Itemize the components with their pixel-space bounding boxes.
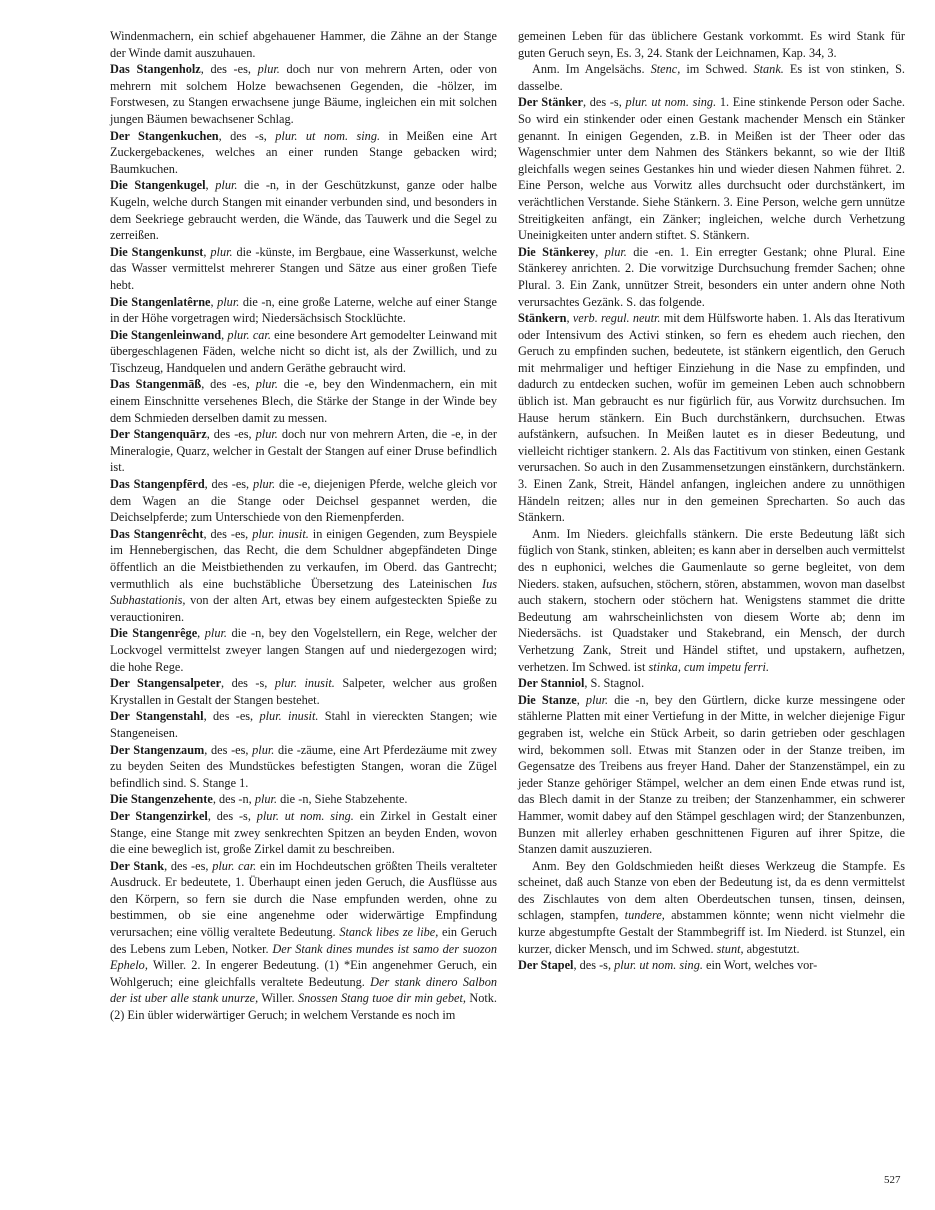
italic-text: Der Stank dines mundes ist samo der suozon Ephelo, [110,941,497,973]
headword: Die Stangenrêge [110,626,198,641]
headword: Der Stangensalpeter [110,676,222,691]
dictionary-entry [110,791,497,808]
italic-text: plur. inusit. [274,676,335,691]
italic-text: tundere, [624,908,665,923]
dictionary-entry [110,625,497,675]
body-text: , des -es, [200,62,258,77]
body-text: Anm. Im Nieders. gleichfalls stänkern. Die erste Bedeutung läßt sich füglich von Stank, stinken, ableiten; es kann aber in derselben auch vermittelst des n euphonici, welches die Gaumenlaute so gerne begleitet, von dem Nieders. staken, aufsuchen, stöchern, stören, abstammen, wovon man daselbst auch stakern, stochern oder stöchern hat. Wenigstens stammet die dritte Bedeutung am wahrscheinlichsten von diesem Worte ab; denn im Niedersächs. ist Quadstaker und Stakebrand, ein Mensch, der durch Verhetzung Zank, Streit und Händel stiftet, und upstakern, aufhetzen, verhetzen. Im Schwed. ist [518,526,905,674]
dictionary-entry [518,692,905,858]
headword: Die Stangenkugel [110,178,206,193]
dictionary-entry [110,294,497,327]
italic-text: plur. [604,244,627,259]
body-text: , des -s, [221,676,275,691]
dictionary-entry [518,310,905,526]
dictionary-entry [110,858,497,1024]
italic-text: plur. [257,62,280,77]
body-text: ein im Hochdeutschen größten Theils veralteter Ausdruck. Er bedeutete, 1. Überhaupt einen jeden Geruch, die Ausflüsse aus den Körpern, so fern sie durch die Nase empfunden werden, ohne zu bestimmen, ob sie eine angenehme oder widerwärtige Empfindung verursachen; eine völlig veraltete Bedeutung. [110,858,497,940]
left-column [110,28,497,1024]
body-text: mit dem Hülfsworte haben. 1. Als das Iterativum oder Intensivum des Activi stinken, so fern es ehedem auch riechen, den Geruch zu empfinden suchen, bedeutete, ist stänkern eigentlich, den Geruch mit mehrmaliger und heftiger Einziehung in die Nase zu empfinden, und dadurch zu entdecken suchen, wofür im gemeinen Leben auch schnobbern üblich ist. Man gebraucht es nur figürlich für, aus Vorwitz durchsuchen. Im Hause herum stänkern. Ein Buch durchstänkern, durchsuchen. Etwas aufstänkern, aufsuchen. In Meißen lautet es in dieser Bedeutung, und vielleicht richtiger stankern. 2. Als das Factitivum von stinken, einen Gestank verursachen. So auch in den Zusammensetzungen einstänkern, durchstänkern. 3. Einen Zank, Streit, Händel anfangen, ingleichen andere zu unnöthigen Händeln reitzen; alles nur in den gemeinen Sprecharten. So auch das Stänkern. [518,311,905,525]
body-text: , [205,178,216,193]
body-text: die -n, bey den Vogelstellern, ein Rege, welcher der Lockvogel vermittelst zweyer langen Stangen auf und niedergezogen wird; die hohe Rege. [110,626,497,674]
right-column [518,28,905,974]
italic-text: plur. ut nom. sing. [275,128,381,143]
italic-text: stinka, cum impetu ferri. [648,659,770,674]
headword: Der Stangenkuchen [110,128,219,143]
dictionary-entry [518,675,905,692]
body-text: ein Zirkel in Gestalt einer Stange, eine Stange mit zwey senkrechten Spitzen an beyden Enden, wovon die eine beweglich ist, große Zirkel damit zu beschreiben. [110,808,498,857]
italic-text: plur. car. [212,858,257,873]
dictionary-entry [110,708,497,741]
headword: Das Stangenpfērd [110,477,205,492]
body-text: , des -s, [582,95,626,110]
body-text: Anm. Bey den Goldschmieden heißt dieses Werkzeug die Stampfe. Es scheinet, daß auch Stanze von eben der Bedeutung ist, da es denn vermittelst des Zischlautes von dem alten Oberdeutschen tunsen, tinsen, deinsen, schlagen, stampfen, [518,858,905,923]
italic-text: plur. [204,626,227,641]
italic-text: verb. regul. neutr. [572,311,661,326]
italic-text: plur. car. [227,327,271,342]
body-text: eine besondere Art gemodelter Leinwand mit übergeschlagenen Fäden, welche nicht so dicht ist, als der Zwillich, und zu Tischzeug, Handquelen und andern Geräthe gebraucht wird. [110,327,497,375]
body-text: Anm. Im Angelsächs. [532,62,651,77]
body-text: , des -n, [212,792,255,807]
body-text: abstammen könnte; wenn nicht vielmehr die kurze abgestumpfte Gestalt der Stammbegriff ist. Im Niederd. ist Stunzel, ein kurzer, dicker Mensch, und im Schwed. [518,908,905,956]
body-text: , [210,294,218,309]
body-text: die -n, in der Geschützkunst, ganze oder halbe Kugeln, welche durch Stangen mit einander verbunden sind, und besonders in dem Seekriege gebraucht werden, die Wände, das Tauwerk und die Segel zu zerreißen. [110,178,498,243]
dictionary-entry [110,742,497,792]
dictionary-entry [110,61,497,127]
headword: Die Stänkerey [518,244,596,259]
dictionary-entry [518,94,905,243]
italic-text: Ius Subhastationis, [110,576,497,608]
dictionary-entry [110,177,497,243]
dictionary-entry [110,327,497,377]
headword: Das Stangenrêcht [110,526,204,541]
italic-text: plur. [255,377,278,392]
body-text: doch nur von mehrern Arten, oder von mehrern mit solchem Holze bewachsenen Gegenden, die -hölzer, im Forstwesen, zu Stangen erwachsene junge Bäume, ingleichen ein mit solchen jungen Bäumen bewachsener Schlag. [110,62,498,126]
annotation-paragraph [518,61,905,94]
italic-text: plur. ut nom. sing. [256,808,354,823]
italic-text: plur. [254,792,278,807]
body-text: 1. Eine stinkende Person oder Sache. So wird ein stinkender oder einen Gestank machender Mensch ein Stänker genannt. In einigen Gegenden, z.B. in Meißen ist der Theer oder das Wagenschmier unter dem Nahmen des Stänkers bekannt, so wie der Iltiß gleichfalls wegen seines Gestankes hin und wieder diesen Nahmen führet. 2. Eine Person, welche aus Vorwitz alles durchsucht oder durchstänkert, im verächtlichen Verstande. Siehe Stänkern. 3. Eine Person, welche gern unnütze Streitigkeiten anfängt, ein Zänker; ingleichen, welche durch Verhetzung Uneinigkeiten unter andern stiftet. S. Stänkern. [518,95,905,243]
headword: Stänkern [518,311,567,326]
italic-text: plur. [585,692,609,707]
body-text: , des -s, [573,958,615,973]
body-text: gemeinen Leben für das üblichere Gestank vorkommt. Es wird Stank für guten Geruch seyn, Es. 3, 24. Stank der Leichnamen, Kap. 34, 3. [518,29,905,60]
body-text: , des -es, [203,709,260,724]
body-text: Es ist von stinken, S. dasselbe. [518,62,905,93]
headword: Der Stank [110,858,165,873]
body-text: Notk. (2) Ein übler widerwärtiger Geruch; in welchem Verstande es noch im [110,991,497,1023]
body-text: , [197,626,205,641]
body-text: , [566,311,573,326]
body-text: Willer. [258,991,298,1006]
body-text: , [203,244,211,259]
body-text: , des -es, [201,377,256,392]
headword: Der Stangenzirkel [110,808,208,823]
body-text: , [221,327,228,342]
body-text: die -e, diejenigen Pferde, welche gleich vor dem Wagen an die Stange oder Deichsel gespannet werden, die Deichselpferde; zum Unterschiede von den Riemenpferden. [110,477,497,525]
italic-text: plur. [252,477,276,492]
body-text: in Meißen eine Art Zuckergebackenes, welches an einer runden Stange gebacken wird; Baumkuchen. [110,128,497,176]
body-text: doch nur von mehrern Arten, die -e, in der Mineralogie, Quarz, welcher in Gestalt der Stangen auf einer Druse befindlich ist. [110,427,497,475]
body-text: im Schwed. [680,62,754,77]
body-text: , des -es, [204,477,253,492]
continued-paragraph [518,28,905,61]
italic-text: Stank. [753,62,784,77]
body-text: , des -s, [207,808,257,823]
body-text: von der alten Art, etwas bey einem aufgesteckten Spieße zu verauctioniren. [110,593,497,624]
headword: Der Stanniol [518,676,585,691]
continued-paragraph [110,28,497,61]
headword: Die Stangenlatêrne [110,294,211,309]
italic-text: plur. inusit. [259,709,319,724]
body-text: Willer. 2. In engerer Bedeutung. (1) *Ein angenehmer Geruch, ein Wohlgeruch; eine gleichfalls veraltete Bedeutung. [110,958,497,989]
body-text: die -n, bey den Gürtlern, dicke kurze messingene oder stählerne Platten mit einer Vertiefung in der Mitte, in welcher diejenige Figur gegraben ist, welche ein Stück Arbeit, so darin getrieben oder geschlagen wird, bekommen soll. Etwas mit Stanzen oder in der Stanze treiben, im Gegensatze des Treibens aus freyer Hand. Daher der Stanzenstämpel, ein zu jeder Stanze gehöriger Stämpel, welcher an dem einen Ende etwas rund ist, das Blech damit in der Stanze zu treiben; der Stanzenhammer, ein schwerer Hammer, womit dabey auf den Stämpel geschlagen wird; der Stanzenbunzen, Bunzen mit allerley erhaben geschnittenen Figuren auf ihrer Spitze, die Stanzen damit auszuzieren. [518,692,905,857]
body-text: in einigen Gegenden, zum Beyspiele im Hennebergischen, das Recht, die dem Schuldner abgepfändeten Dinge öffentlich an die Meistbiethenden zu verkaufen, im Oberd. das Gantrecht; vermuthlich als eine buchstäbliche Übersetzung des Lateinischen [110,526,497,591]
annotation-paragraph [518,526,905,675]
body-text: die -e, bey den Windenmachern, ein mit einem Einschnitte versehenes Blech, die Stärke der Stange in der Winde bey dem Schmieden derselben damit zu messen. [110,377,498,425]
dictionary-entry [110,128,497,178]
headword: Der Stangenzaum [110,742,205,757]
page-number: 527 [884,1174,901,1186]
italic-text: plur. [255,427,278,442]
headword: Die Stangenkunst [110,244,204,259]
italic-text: plur. [210,244,233,259]
italic-text: Stanck libes ze libe, [339,925,439,940]
dictionary-entry [110,376,497,426]
headword: Der Stapel [518,958,574,973]
dictionary-entry [110,675,497,708]
headword: Das Stangenholz [110,62,201,77]
dictionary-entry [518,957,905,974]
headword: Die Stangenleinwand [110,327,222,342]
body-text: abgestutzt. [743,941,800,956]
dictionary-entry [110,244,497,294]
body-text: Windenmachern, ein schief abgehauener Hammer, die Zähne an der Stange der Winde damit auszuhauen. [110,29,497,60]
italic-text: plur. ut nom. sing. [614,958,703,973]
dictionary-entry [518,244,905,310]
body-text: , [576,692,586,707]
headword: Der Stangenquārz [110,427,207,442]
headword: Der Stangenstahl [110,709,204,724]
annotation-paragraph [518,858,905,958]
italic-text: plur. [217,294,240,309]
headword: Die Stanze [518,692,577,707]
dictionary-entry [110,476,497,526]
body-text: die -n, Siehe Stabzehente. [277,792,408,807]
dictionary-entry [110,808,497,858]
body-text: ein Geruch des Lebens zum Leben, Notker. [110,925,497,956]
body-text: , S. Stagnol. [584,676,645,691]
body-text: , des -es, [203,526,253,541]
body-text: die -künste, im Bergbaue, eine Wasserkunst, welche das Wasser vermittelst mehrerer Stangen und Sätze aus einer großen Tiefe hebt. [110,244,498,292]
body-text: die -zäume, eine Art Pferdezäume mit zwey zu beyden Seiten des Mundstückes befestigten Stangen, woran die Zügel befindlich sind. S. Stange 1. [110,742,497,790]
body-text: Stahl in viereckten Stangen; wie Stangeneisen. [110,709,497,740]
headword: Die Stangenzehente [110,792,213,807]
italic-text: Snossen Stang tuoe dir min gebet, [297,991,466,1006]
body-text: Salpeter, welcher aus großen Krystallen in Gestalt der Stangen bestehet. [110,676,497,707]
dictionary-entry [110,426,497,476]
body-text: , [595,244,605,259]
italic-text: plur. inusit. [252,526,309,541]
body-text: , des -es, [204,742,253,757]
italic-text: stunt, [716,941,744,956]
italic-text: plur. [252,742,275,757]
body-text: , des -es, [164,858,213,873]
body-text: die -n, eine große Laterne, welche auf einer Stange in der Höhe vorgetragen wird; Niedersächsisch Stocklüchte. [110,294,497,326]
italic-text: Der stank dinero Salbon der ist uber alle stank unurze, [110,974,497,1006]
body-text: ein Wort, welches vor- [702,958,818,973]
headword: Der Stänker [518,95,583,110]
body-text: , des -s, [218,128,276,143]
body-text: die -en. 1. Ein erregter Gestank; ohne Plural. Eine Stänkerey anrichten. 2. Die vorwitzige Durchsuchung fremder Sachen; ohne Plural. 3. Ein Zank, unnützer Streit, besonders ein unter andern ohne Noth verursachtes Gezänk. S. das folgende. [518,244,905,309]
body-text: , des -es, [206,427,256,442]
dictionary-entry [110,526,497,626]
headword: Das Stangenmāß [110,377,202,392]
italic-text: plur. [215,178,238,193]
italic-text: plur. ut nom. sing. [625,95,717,110]
italic-text: Stenc, [650,62,681,77]
